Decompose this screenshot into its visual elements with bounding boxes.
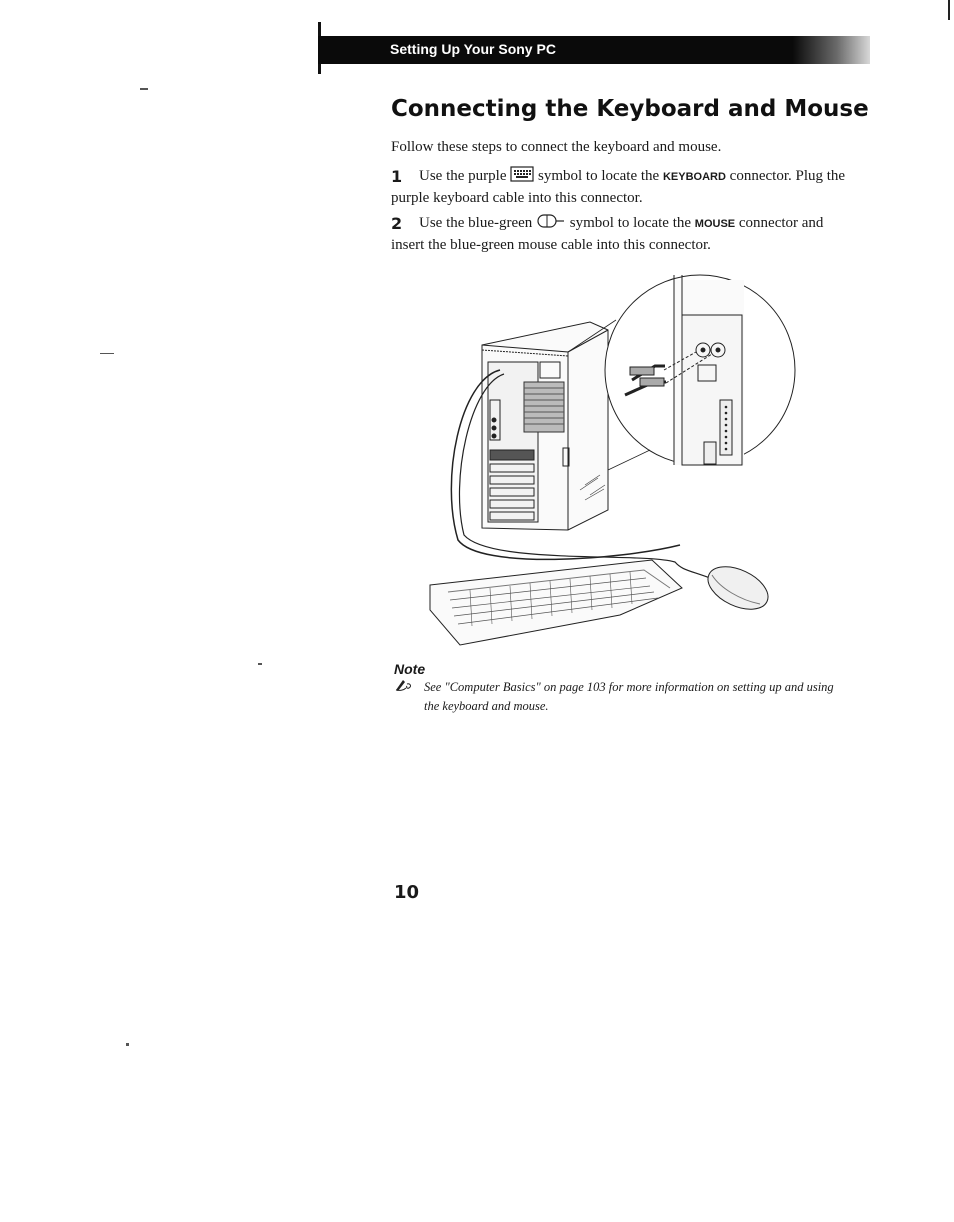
scan-speck	[258, 663, 262, 665]
step-2	[391, 213, 901, 256]
scan-speck	[140, 88, 148, 90]
scan-speck	[100, 353, 114, 354]
pc-tower	[482, 322, 608, 530]
note-text: See "Computer Basics" on page 103 for more information on setting up and using the keyboard and mouse.	[424, 680, 834, 713]
page-title: Connecting the Keyboard and Mouse	[391, 96, 869, 122]
keyboard-connector-label: KEYBOARD	[662, 171, 726, 183]
section-header-title: Setting Up Your Sony PC	[390, 41, 556, 57]
step-number: 1	[391, 167, 403, 186]
scan-edge-mark	[948, 0, 950, 20]
keyboard-icon	[510, 166, 534, 182]
page-number: 10	[394, 882, 420, 903]
mouse	[701, 558, 774, 618]
step-number: 2	[391, 214, 403, 233]
pencil-note-icon	[394, 678, 414, 692]
intro-paragraph: Follow these steps to connect the keyboard and mouse.	[391, 139, 722, 155]
step-continuation: purple keyboard cable into this connector.	[391, 190, 643, 206]
mouse-icon	[536, 213, 566, 229]
step-1	[391, 166, 901, 209]
pc-keyboard-mouse-illustration	[420, 270, 800, 650]
scan-speck	[126, 1043, 129, 1046]
mouse-connector-label: MOUSE	[694, 218, 736, 230]
step-text: Use the blue-green symbol to locate the MOUSE connector and insert the blue-green mouse cable into this connector.	[391, 213, 901, 256]
note-heading: Note	[394, 661, 426, 677]
step-text: Use the purple symbol to locate the KEYBOARD connector. Plug the purple keyboard cable into this connector.	[391, 166, 901, 209]
keyboard	[430, 560, 682, 645]
connector-zoom-circle	[605, 275, 795, 465]
step-continuation: insert the blue-green mouse cable into this connector.	[391, 237, 711, 253]
